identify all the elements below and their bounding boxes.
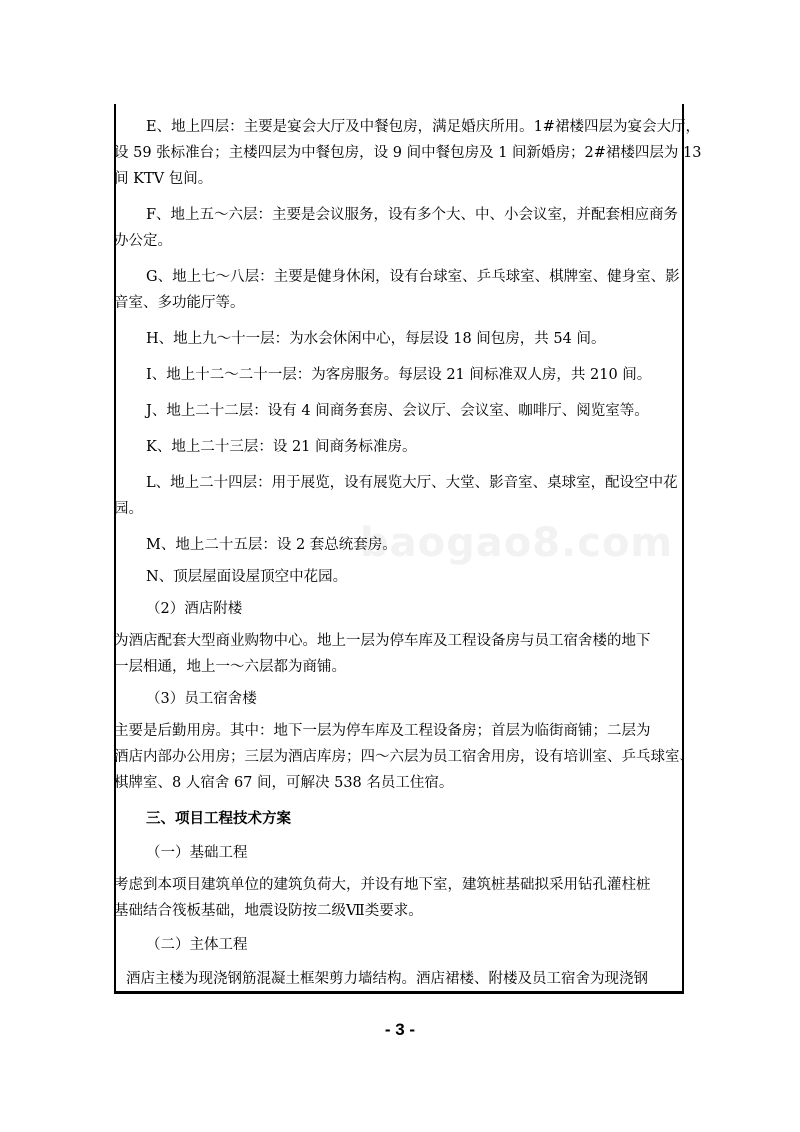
text-line: L、地上二十四层：用于展览，设有展览大厅、大堂、影音室、桌球室，配设空中花 [146, 475, 678, 491]
text-line: （2）酒店附楼 [146, 601, 243, 617]
paragraph-floor-25 [146, 532, 682, 558]
text-line: 音室、多功能厅等。 [114, 295, 245, 311]
text-line: 为酒店配套大型商业购物中心。地上一层为停车库及工程设备房与员工宿舍楼的地下 [114, 633, 651, 649]
text-line: 主要是后勤用房。其中：地下一层为停车库及工程设备房；首层为临街商铺；二层为 [114, 723, 651, 739]
text-line: 三、项目工程技术方案 [146, 811, 291, 827]
paragraph-annex [114, 628, 682, 680]
paragraph-main [126, 966, 682, 992]
paragraph-floor-7-8 [114, 264, 682, 316]
text-line: 间 KTV 包间。 [114, 171, 213, 187]
paragraph-floor-9-11 [146, 326, 682, 352]
page-number: - 3 - [384, 1020, 416, 1039]
paragraph-floor-4 [114, 114, 702, 192]
document-body [114, 114, 702, 992]
paragraph-floor-23 [146, 434, 682, 460]
watermark: baogao8.com [360, 520, 674, 566]
paragraph-floor-24 [114, 470, 682, 522]
paragraph-dorm [114, 718, 694, 796]
text-line: 考虑到本项目建筑单位的建筑负荷大，并设有地下室，建筑桩基础拟采用钻孔灌柱桩 [114, 877, 651, 893]
heading-annex [146, 596, 682, 622]
text-line: 园。 [114, 501, 143, 517]
text-line: G、地上七～八层：主要是健身休闲，设有台球室、乒乓球室、棋牌室、健身室、影 [146, 269, 680, 285]
text-line: 酒店主楼为现浇钢筋混凝土框架剪力墙结构。酒店裙楼、附楼及员工宿舍为现浇钢 [126, 971, 648, 987]
text-line: K、地上二十三层：设 21 间商务标准房。 [146, 439, 417, 455]
subsection-heading-main [146, 932, 682, 958]
paragraph-foundation [114, 872, 682, 924]
text-line: 办公定。 [114, 233, 172, 249]
text-line: H、地上九～十一层：为水会休闲中心，每层设 18 间包房，共 54 间。 [146, 331, 606, 347]
text-line: N、顶层屋面设屋顶空中花园。 [146, 569, 348, 585]
text-line: E、地上四层：主要是宴会大厅及中餐包房，满足婚庆所用。1#裙楼四层为宴会大厅， [146, 119, 700, 135]
text-line: 基础结合筏板基础，地震设防按二级Ⅶ类要求。 [114, 903, 423, 919]
text-line: （3）员工宿舍楼 [146, 691, 257, 707]
text-line: 设 59 张标准台；主楼四层为中餐包房，设 9 间中餐包房及 1 间新婚房；2#裙楼四层为 13 [114, 145, 702, 161]
section-heading [146, 806, 682, 832]
paragraph-floor-22 [146, 398, 682, 424]
text-line: 棋牌室、8 人宿舍 67 间，可解决 538 名员工住宿。 [114, 775, 454, 791]
paragraph-floor-5-6 [114, 202, 682, 254]
text-line: F、地上五～六层：主要是会议服务，设有多个大、中、小会议室，并配套相应商务 [146, 207, 679, 223]
text-line: M、地上二十五层：设 2 套总统套房。 [146, 537, 397, 553]
text-line: （一）基础工程 [146, 845, 248, 861]
text-line: J、地上二十二层：设有 4 间商务套房、会议厅、会议室、咖啡厅、阅览室等。 [146, 403, 649, 419]
paragraph-floor-12-21 [146, 362, 682, 388]
text-line: 一层相通，地上一～六层都为商铺。 [114, 659, 346, 675]
heading-dorm [146, 686, 682, 712]
text-line: I、地上十二～二十一层：为客房服务。每层设 21 间标准双人房，共 210 间。 [146, 367, 652, 383]
text-line: （二）主体工程 [146, 937, 248, 953]
text-line: 酒店内部办公用房；三层为酒店库房；四～六层为员工宿舍用房，设有培训室、乒乓球室、 [114, 749, 694, 765]
paragraph-roof [146, 564, 682, 590]
subsection-heading-foundation [146, 840, 682, 866]
